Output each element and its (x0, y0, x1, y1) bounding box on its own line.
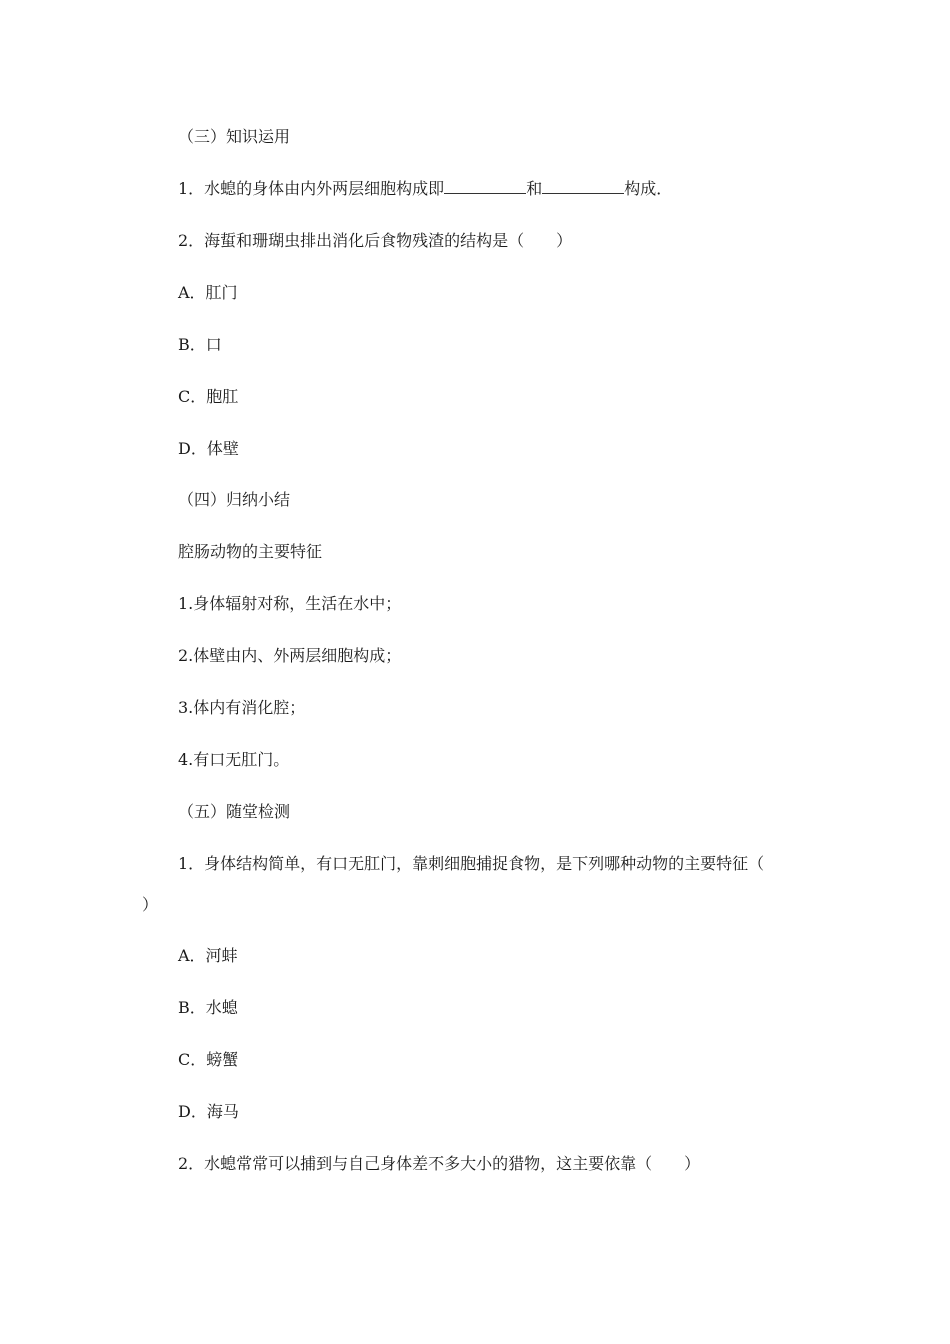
summary-item: 3.体内有消化腔； (178, 698, 306, 717)
question-text: 和 (526, 179, 543, 198)
summary-item: 2.体壁由内、外两层细胞构成； (178, 646, 402, 665)
option-b: B．口 (178, 335, 222, 354)
question-text: 构成． (624, 179, 673, 198)
question-3-1 (178, 179, 672, 199)
option-c: C．胞肛 (178, 387, 239, 406)
answer-blank (542, 179, 624, 194)
section-4-heading: （四）归纳小结 (178, 490, 291, 509)
option-a: A．河蚌 (178, 946, 238, 965)
summary-item: 4.有口无肛门。 (178, 750, 290, 769)
section-5-heading: （五）随堂检测 (178, 802, 291, 821)
question-5-1-stem-cont: ） (142, 895, 159, 914)
option-b: B．水螅 (178, 998, 238, 1017)
answer-blank (444, 179, 526, 194)
option-d: D．海马 (178, 1102, 239, 1121)
summary-title: 腔肠动物的主要特征 (178, 542, 323, 561)
option-c: C．螃蟹 (178, 1050, 239, 1069)
option-d: D．体壁 (178, 439, 239, 458)
question-5-2-stem: 2．水螅常常可以捕到与自己身体差不多大小的猎物，这主要依靠（ ） (178, 1154, 701, 1173)
question-3-2-stem: 2．海蜇和珊瑚虫排出消化后食物残渣的结构是（ ） (178, 231, 573, 250)
question-text: 1．水螅的身体由内外两层细胞构成即 (178, 179, 445, 198)
question-5-1-stem: 1．身体结构简单，有口无肛门，靠刺细胞捕捉食物，是下列哪种动物的主要特征（ (178, 854, 765, 873)
section-3-heading: （三）知识运用 (178, 127, 291, 146)
option-a: A．肛门 (178, 283, 238, 302)
summary-item: 1.身体辐射对称，生活在水中； (178, 594, 402, 613)
